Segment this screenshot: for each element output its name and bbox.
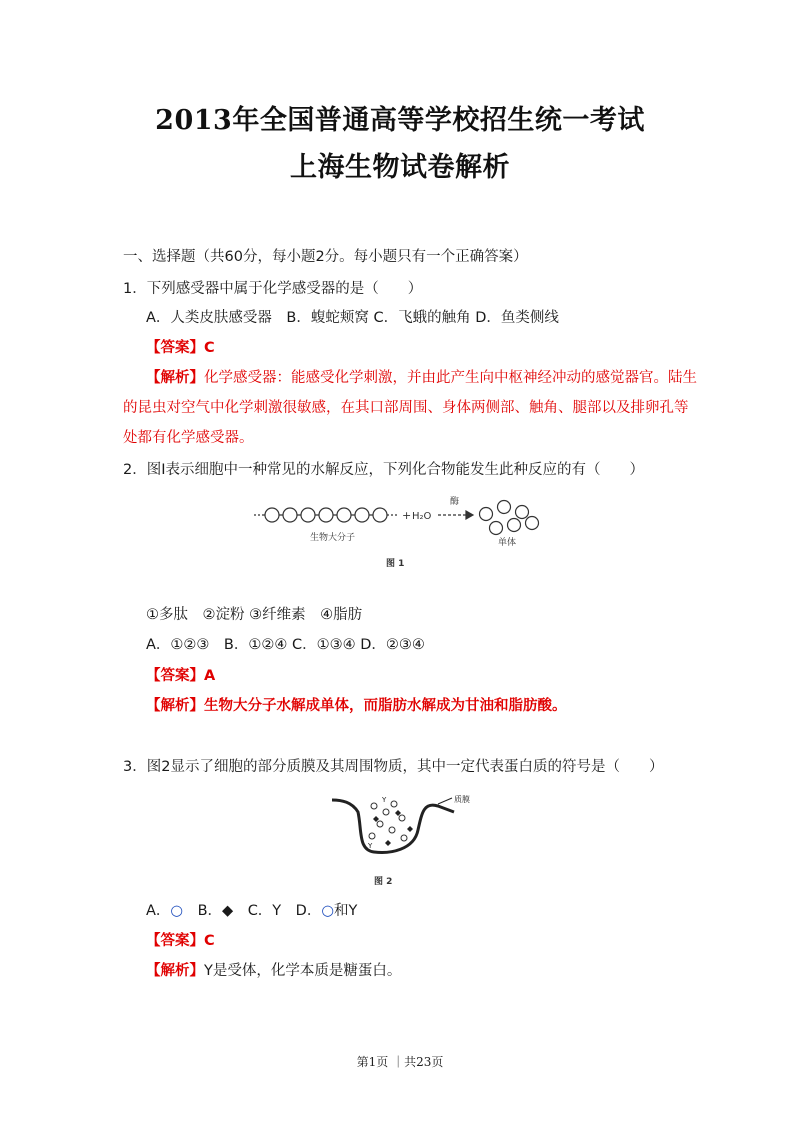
document-title-line1: 2013年全国普通高等学校招生统一考试 <box>155 105 645 136</box>
option-c: C．Y <box>247 903 282 919</box>
section-heading: 一、选择题（共60分，每小题2分。每小题只有一个正确答案） <box>123 249 528 265</box>
q1-options: A．人类皮肤感受器 B．蝮蛇颊窝 C．飞蛾的触角 D．鱼类侧线 <box>146 310 559 326</box>
analysis-text: 化学感受器：能感受化学刺激，并由此产生向中枢神经冲动的感觉器官。陆生 <box>204 370 697 386</box>
option-d-label: D． <box>295 903 322 919</box>
answer-value: A <box>204 668 216 684</box>
option-a-label: A． <box>146 903 171 919</box>
q2-stem: 2．图Ⅰ表示细胞中一种常见的水解反应，下列化合物能发生此种反应的有（ ） <box>123 462 644 478</box>
monomer-label: 单体 <box>498 538 517 548</box>
q1-stem: 1．下列感受器中属于化学感受器的是（ ） <box>123 281 423 297</box>
analysis-tag: 【解析】 <box>146 963 204 979</box>
circle-icon: ○ <box>170 903 184 919</box>
q2-analysis <box>146 694 567 715</box>
q1-analysis-line1 <box>146 366 697 387</box>
svg-text:Y: Y <box>368 842 373 850</box>
analysis-text: Y是受体，化学本质是糖蛋白。 <box>204 963 402 979</box>
page-footer: 第1页 ｜共23页 <box>356 1055 444 1069</box>
q2-answer <box>146 664 215 685</box>
analysis-text: 生物大分子水解成单体，而脂肪水解成为甘油和脂肪酸。 <box>204 698 567 714</box>
q1-analysis-line2: 的昆虫对空气中化学刺激很敏感，在其口部周围、身体两侧部、触角、腿部以及排卵孔等 <box>123 400 689 416</box>
document-title-line2: 上海生物试卷解析 <box>290 152 510 183</box>
option-b-label: B． <box>197 903 223 919</box>
option-d-suffix: 和Y <box>334 903 358 919</box>
answer-tag: 【答案】 <box>146 668 204 684</box>
answer-value: C <box>204 933 215 949</box>
analysis-tag: 【解析】 <box>146 698 204 714</box>
membrane-label: 质膜 <box>454 795 470 804</box>
q1-answer <box>146 336 215 357</box>
reaction-arrow <box>438 511 473 519</box>
figure-2-caption: 图 2 <box>374 877 393 887</box>
figure-2-membrane-diagram <box>330 790 480 890</box>
answer-tag: 【答案】 <box>146 933 204 949</box>
q3-answer <box>146 929 215 950</box>
figure-1-caption: 图 1 <box>386 559 405 569</box>
q3-analysis <box>146 959 401 980</box>
enzyme-label: 酶 <box>450 497 460 507</box>
circle-icon: ○ <box>321 903 334 919</box>
vesicle-contents <box>367 796 413 850</box>
svg-text:+: + <box>402 509 412 522</box>
polymer-chain <box>254 508 397 522</box>
figure-1-hydrolysis-diagram <box>252 492 552 574</box>
analysis-tag: 【解析】 <box>146 370 204 386</box>
monomer-cluster <box>480 501 539 535</box>
q3-stem: 3．图2显示了细胞的部分质膜及其周围物质，其中一定代表蛋白质的符号是（ ） <box>123 759 664 775</box>
water-label: H₂O <box>412 511 432 522</box>
macromolecule-label: 生物大分子 <box>310 533 356 543</box>
q2-choices: ①多肽 ②淀粉 ③纤维素 ④脂肪 <box>146 607 363 623</box>
diamond-icon: ◆ <box>222 903 234 919</box>
q2-options: A．①②③ B．①②④ C．①③④ D．②③④ <box>146 637 425 653</box>
q3-options <box>146 899 357 920</box>
svg-text:Y: Y <box>382 796 387 804</box>
answer-tag: 【答案】 <box>146 340 204 356</box>
answer-value: C <box>204 340 215 356</box>
q1-analysis-line3: 处都有化学感受器。 <box>123 430 254 446</box>
plasma-membrane <box>332 800 454 852</box>
